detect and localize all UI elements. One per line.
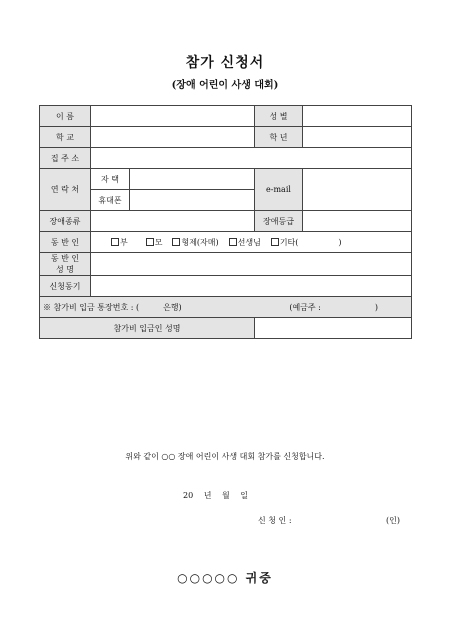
name-field[interactable] [91,106,255,127]
home-phone-field[interactable] [130,169,255,190]
account-info: ※ 참가비 입금 통장번호 : ( 은행) (예금주 : ) [40,297,412,318]
form-subtitle: (장애 어린이 사생 대회) [171,80,279,91]
companion-option-mother[interactable]: 모 [146,237,163,248]
school-field[interactable] [91,127,255,148]
checkbox-icon [111,238,119,246]
mobile-field[interactable] [130,190,255,211]
companion-name-field[interactable] [91,253,412,276]
depositor-field[interactable] [255,318,412,339]
disability-type-field[interactable] [91,211,255,232]
school-label: 학 교 [40,127,91,148]
name-label: 이 름 [40,106,91,127]
seal-label: (인) [386,516,400,525]
form-title: 참가 신청서 [185,55,265,71]
email-label: e-mail [255,169,303,211]
companion-option-father[interactable]: 부 [111,237,128,248]
grade-label: 학 년 [255,127,303,148]
companion-name-label: 동 반 인 성 명 [40,253,91,276]
contact-label: 연 락 처 [40,169,91,211]
disability-grade-field[interactable] [303,211,412,232]
home-phone-label: 자 택 [91,169,130,190]
companion-option-teacher[interactable]: 선생님 [229,237,261,248]
gender-field[interactable] [303,106,412,127]
address-label: 집 주 소 [40,148,91,169]
recipient-footer: ○○○○○ 귀중 [177,571,273,585]
application-form [39,105,412,339]
mobile-label: 휴대폰 [91,190,130,211]
depositor-label: 참가비 입금인 성명 [40,318,255,339]
companion-option-sibling[interactable]: 형제(자매) [172,237,218,248]
applicant-label: 신 청 인 : [258,516,292,525]
companion-other-close: ) [338,237,342,247]
gender-label: 성 별 [255,106,303,127]
companion-options [91,232,412,253]
declaration-text: 위와 같이 ○○ 장애 어린이 사생 대회 참가를 신청합니다. [125,452,325,461]
disability-grade-label: 장애등급 [255,211,303,232]
checkbox-icon [172,238,180,246]
disability-type-label: 장애종류 [40,211,91,232]
motivation-label: 신청동기 [40,276,91,297]
checkbox-icon [271,238,279,246]
date-line: 20 년 월 일 [183,491,248,500]
checkbox-icon [146,238,154,246]
motivation-field[interactable] [91,276,412,297]
email-field[interactable] [303,169,412,211]
companion-label: 동 반 인 [40,232,91,253]
companion-option-other[interactable]: 기타( [271,237,299,248]
checkbox-icon [229,238,237,246]
grade-field[interactable] [303,127,412,148]
address-field[interactable] [91,148,412,169]
